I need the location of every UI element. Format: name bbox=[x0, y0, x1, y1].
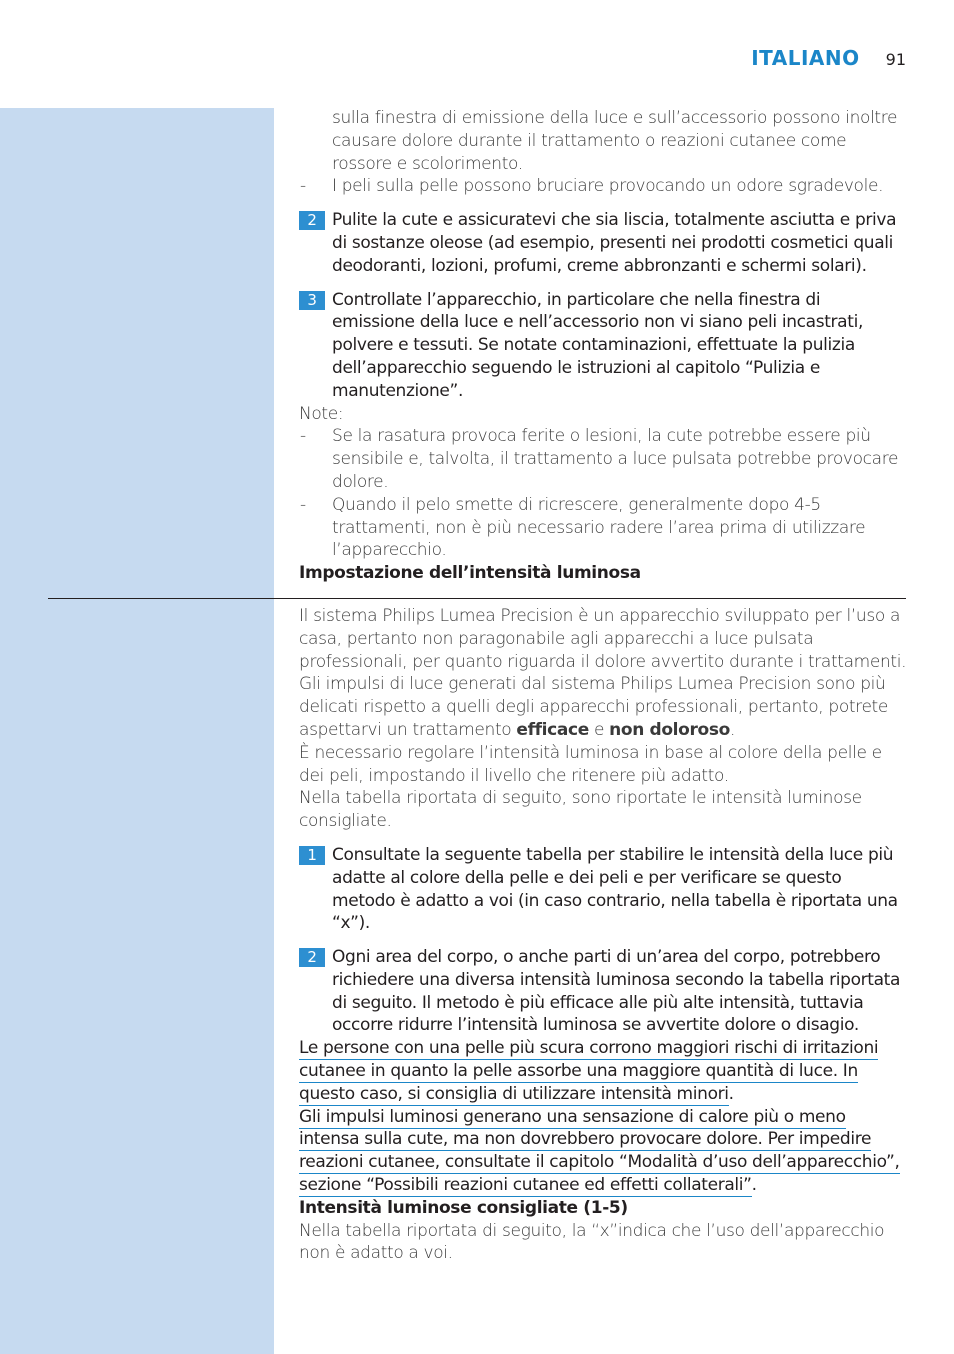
section-heading: Impostazione dell’intensità luminosa bbox=[299, 563, 641, 584]
step-item bbox=[299, 289, 907, 403]
note-item bbox=[299, 425, 907, 493]
step-number-badge: 3 bbox=[299, 291, 325, 310]
recommended-text: Nella tabella riportata di seguito, la “x”indica che l’uso dell’apparecchio non è adatto a voi. bbox=[299, 1220, 885, 1264]
step-item bbox=[299, 209, 907, 277]
main-content bbox=[299, 107, 907, 1265]
bullet-dash: - bbox=[300, 426, 306, 447]
warning-text: Gli impulsi luminosi generano una sensazione di calore più o meno intensa sulla cute, ma non dovrebbero provocare dolore. Per impedire reazioni cutanee, consultate il capitolo “Modalità d’uso dell’apparecchio”, sezione “Possibili reazioni cutanee ed effetti collaterali” bbox=[299, 1106, 900, 1196]
intro-connector: e bbox=[588, 719, 610, 740]
step-number-badge: 2 bbox=[299, 948, 325, 967]
intro-bold-efficace: efficace bbox=[516, 719, 589, 740]
step-number-badge: 1 bbox=[299, 846, 325, 865]
step-item bbox=[299, 946, 907, 1037]
step-text: Controllate l’apparecchio, in particolare che nella finestra di emissione della luce e nell’accessorio non vi siano peli incastrati, polvere e tessuti. Se notate contaminazioni, effettuate la pulizia dell’apparecchio seguendo le istruzioni al capitolo “Pulizia e manutenzione”. bbox=[332, 289, 863, 401]
intro-bold-non-doloroso: non doloroso bbox=[609, 719, 730, 740]
warning-text: Le persone con una pelle più scura corrono maggiori rischi di irritazioni cutanee in quanto la pelle assorbe una maggiore quantità di luce. In questo caso, si consiglia di utilizzare intensità minori bbox=[299, 1038, 879, 1104]
intensity-paragraph: È necessario regolare l’intensità luminosa in base al colore della pelle e dei peli, impostando il livello che ritenere più adatto. bbox=[299, 742, 882, 786]
note-item bbox=[299, 494, 907, 562]
step-text: Pulite la cute e assicuratevi che sia liscia, totalmente asciutta e priva di sostanze oleose (ad esempio, presenti nei prodotti cosmetici quali deodoranti, lozioni, profumi, creme abbronzanti e schermi solari). bbox=[332, 210, 897, 276]
step-text: Consultate la seguente tabella per stabilire le intensità della luce più adatte al colore della pelle e dei peli e per verificare se questo metodo è adatto a voi (in caso contrario, nella tabella è riportata una “x”). bbox=[332, 844, 898, 934]
table-reference-paragraph: Nella tabella riportata di seguito, sono riportate le intensità luminose consigliate. bbox=[299, 788, 862, 832]
continued-warning-text bbox=[299, 107, 907, 175]
note-text: Quando il pelo smette di ricrescere, generalmente dopo 4-5 trattamenti, non è più necessario radere l’area prima di utilizzare l’apparecchio. bbox=[332, 494, 866, 561]
intro-period: . bbox=[729, 719, 736, 740]
warning-note bbox=[299, 1037, 907, 1105]
recommended-heading: Intensità luminose consigliate (1-5) bbox=[299, 1197, 628, 1218]
intro-paragraph bbox=[299, 605, 907, 742]
intro-text: Il sistema Philips Lumea Precision è un apparecchio sviluppato per l’uso a casa, pertanto non paragonabile agli apparecchi a luce pulsata professionali, per quanto riguarda il dolore avvertito durante i trattamenti. Gli impulsi di luce generati dal sistema Philips Lumea Precision sono più delicati rispetto a quelli degli apparecchi professionali, pertanto, potrete aspettarvi un trattamento bbox=[299, 605, 907, 740]
page-number: 91 bbox=[885, 50, 906, 69]
bullet-text: I peli sulla pelle possono bruciare provocando un odore sgradevole. bbox=[332, 176, 884, 197]
warning-end: . bbox=[728, 1083, 734, 1104]
language-label: ITALIANO bbox=[751, 46, 860, 70]
bullet-dash: - bbox=[300, 494, 306, 515]
warning-note bbox=[299, 1106, 907, 1197]
step-number-badge: 2 bbox=[299, 211, 325, 230]
notes-label: Note: bbox=[299, 403, 344, 424]
sidebar-band bbox=[0, 108, 274, 1354]
note-text: Se la rasatura provoca ferite o lesioni, la cute potrebbe essere più sensibile e, talvolta, il trattamento a luce pulsata potrebbe provocare dolore. bbox=[332, 426, 899, 492]
page-header bbox=[751, 46, 906, 70]
warning-bullet bbox=[299, 175, 907, 198]
warning-end: . bbox=[751, 1175, 757, 1196]
bullet-dash: - bbox=[300, 176, 306, 197]
step-item bbox=[299, 844, 907, 935]
continued-text: sulla finestra di emissione della luce e sull’accessorio possono inoltre causare dolore durante il trattamento o reazioni cutanee come rossore e scolorimento. bbox=[332, 108, 898, 174]
step-text: Ogni area del corpo, o anche parti di un’area del corpo, potrebbero richiedere una diversa intensità luminosa secondo la tabella riportata di seguito. Il metodo è più efficace alle più alte intensità, tuttavia occorre ridurre l’intensità luminosa se avvertite dolore o disagio. bbox=[332, 947, 901, 1036]
